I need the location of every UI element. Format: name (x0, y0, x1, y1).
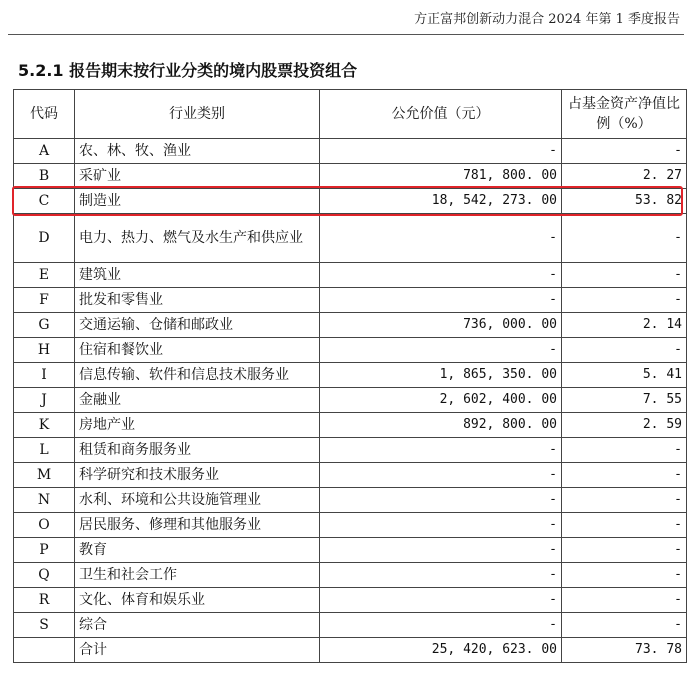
header-divider (8, 34, 684, 35)
row-code: L (14, 438, 75, 463)
row-nav-ratio: 2. 27 (562, 164, 687, 189)
row-fair-value: 1, 865, 350. 00 (320, 363, 562, 388)
table-row (14, 313, 687, 338)
table-row (14, 488, 687, 513)
row-code: P (14, 538, 75, 563)
row-fair-value: - (320, 588, 562, 613)
row-code: B (14, 164, 75, 189)
row-nav-ratio: - (562, 338, 687, 363)
row-fair-value: - (320, 438, 562, 463)
row-fair-value: 736, 000. 00 (320, 313, 562, 338)
row-code: K (14, 413, 75, 438)
table-row (14, 613, 687, 638)
row-industry: 卫生和社会工作 (75, 563, 320, 588)
row-industry: 科学研究和技术服务业 (75, 463, 320, 488)
table-row (14, 563, 687, 588)
row-industry: 建筑业 (75, 263, 320, 288)
row-fair-value: 18, 542, 273. 00 (320, 189, 562, 214)
row-code: I (14, 363, 75, 388)
row-code: O (14, 513, 75, 538)
row-code: H (14, 338, 75, 363)
table-row (14, 263, 687, 288)
row-fair-value: - (320, 613, 562, 638)
row-code: R (14, 588, 75, 613)
row-nav-ratio: 7. 55 (562, 388, 687, 413)
row-industry: 信息传输、软件和信息技术服务业 (75, 363, 320, 388)
report-header-title: 方正富邦创新动力混合 2024 年第 1 季度报告 (414, 12, 680, 27)
table-row (14, 388, 687, 413)
row-industry: 电力、热力、燃气及水生产和供应业 (75, 214, 320, 263)
table-body (14, 139, 687, 663)
row-nav-ratio: - (562, 438, 687, 463)
row-nav-ratio: 5. 41 (562, 363, 687, 388)
row-industry: 水利、环境和公共设施管理业 (75, 488, 320, 513)
row-nav-ratio: - (562, 538, 687, 563)
row-nav-ratio: 53. 82 (562, 189, 687, 214)
row-industry: 住宿和餐饮业 (75, 338, 320, 363)
table-row (14, 463, 687, 488)
column-header-code: 代码 (14, 90, 75, 139)
table-row (14, 139, 687, 164)
table-row (14, 288, 687, 313)
row-nav-ratio: - (562, 613, 687, 638)
table-row (14, 538, 687, 563)
row-code: M (14, 463, 75, 488)
row-fair-value: - (320, 288, 562, 313)
row-industry: 农、林、牧、渔业 (75, 139, 320, 164)
column-header-fair-value: 公允价值（元） (320, 90, 562, 139)
row-nav-ratio: 73. 78 (562, 638, 687, 663)
row-fair-value: - (320, 513, 562, 538)
row-nav-ratio: - (562, 513, 687, 538)
row-fair-value: - (320, 563, 562, 588)
table-row (14, 513, 687, 538)
row-code: G (14, 313, 75, 338)
row-code: D (14, 214, 75, 263)
table-header-row (14, 90, 687, 139)
row-nav-ratio: - (562, 288, 687, 313)
table-row (14, 338, 687, 363)
row-nav-ratio: - (562, 139, 687, 164)
row-fair-value: - (320, 139, 562, 164)
table-row (14, 363, 687, 388)
row-code: J (14, 388, 75, 413)
row-industry: 租赁和商务服务业 (75, 438, 320, 463)
row-fair-value: 892, 800. 00 (320, 413, 562, 438)
industry-allocation-table (13, 89, 687, 663)
row-fair-value: - (320, 214, 562, 263)
row-fair-value: - (320, 463, 562, 488)
row-nav-ratio: 2. 59 (562, 413, 687, 438)
row-code: C (14, 189, 75, 214)
row-code (14, 638, 75, 663)
row-industry: 制造业 (75, 189, 320, 214)
row-nav-ratio: - (562, 463, 687, 488)
table-row (14, 413, 687, 438)
row-code: Q (14, 563, 75, 588)
row-code: F (14, 288, 75, 313)
row-industry: 批发和零售业 (75, 288, 320, 313)
row-industry: 交通运输、仓储和邮政业 (75, 313, 320, 338)
row-industry: 采矿业 (75, 164, 320, 189)
table-row (14, 164, 687, 189)
section-title: 5.2.1 报告期末按行业分类的境内股票投资组合 (18, 61, 358, 80)
row-nav-ratio: 2. 14 (562, 313, 687, 338)
row-code: A (14, 139, 75, 164)
row-fair-value: 781, 800. 00 (320, 164, 562, 189)
row-fair-value: - (320, 488, 562, 513)
row-industry: 综合 (75, 613, 320, 638)
row-fair-value: - (320, 338, 562, 363)
table-row (14, 438, 687, 463)
row-code: S (14, 613, 75, 638)
row-nav-ratio: - (562, 563, 687, 588)
row-industry: 合计 (75, 638, 320, 663)
row-code: N (14, 488, 75, 513)
row-industry: 金融业 (75, 388, 320, 413)
table-row (14, 214, 687, 263)
row-nav-ratio: - (562, 588, 687, 613)
row-industry: 文化、体育和娱乐业 (75, 588, 320, 613)
row-code: E (14, 263, 75, 288)
row-fair-value: - (320, 263, 562, 288)
row-industry: 房地产业 (75, 413, 320, 438)
row-nav-ratio: - (562, 263, 687, 288)
table-row (14, 189, 687, 214)
column-header-industry: 行业类别 (75, 90, 320, 139)
column-header-nav-ratio: 占基金资产净值比例（%） (562, 90, 687, 139)
row-nav-ratio: - (562, 214, 687, 263)
table-row (14, 638, 687, 663)
row-nav-ratio: - (562, 488, 687, 513)
row-fair-value: - (320, 538, 562, 563)
row-fair-value: 25, 420, 623. 00 (320, 638, 562, 663)
table-row (14, 588, 687, 613)
row-fair-value: 2, 602, 400. 00 (320, 388, 562, 413)
row-industry: 教育 (75, 538, 320, 563)
row-industry: 居民服务、修理和其他服务业 (75, 513, 320, 538)
